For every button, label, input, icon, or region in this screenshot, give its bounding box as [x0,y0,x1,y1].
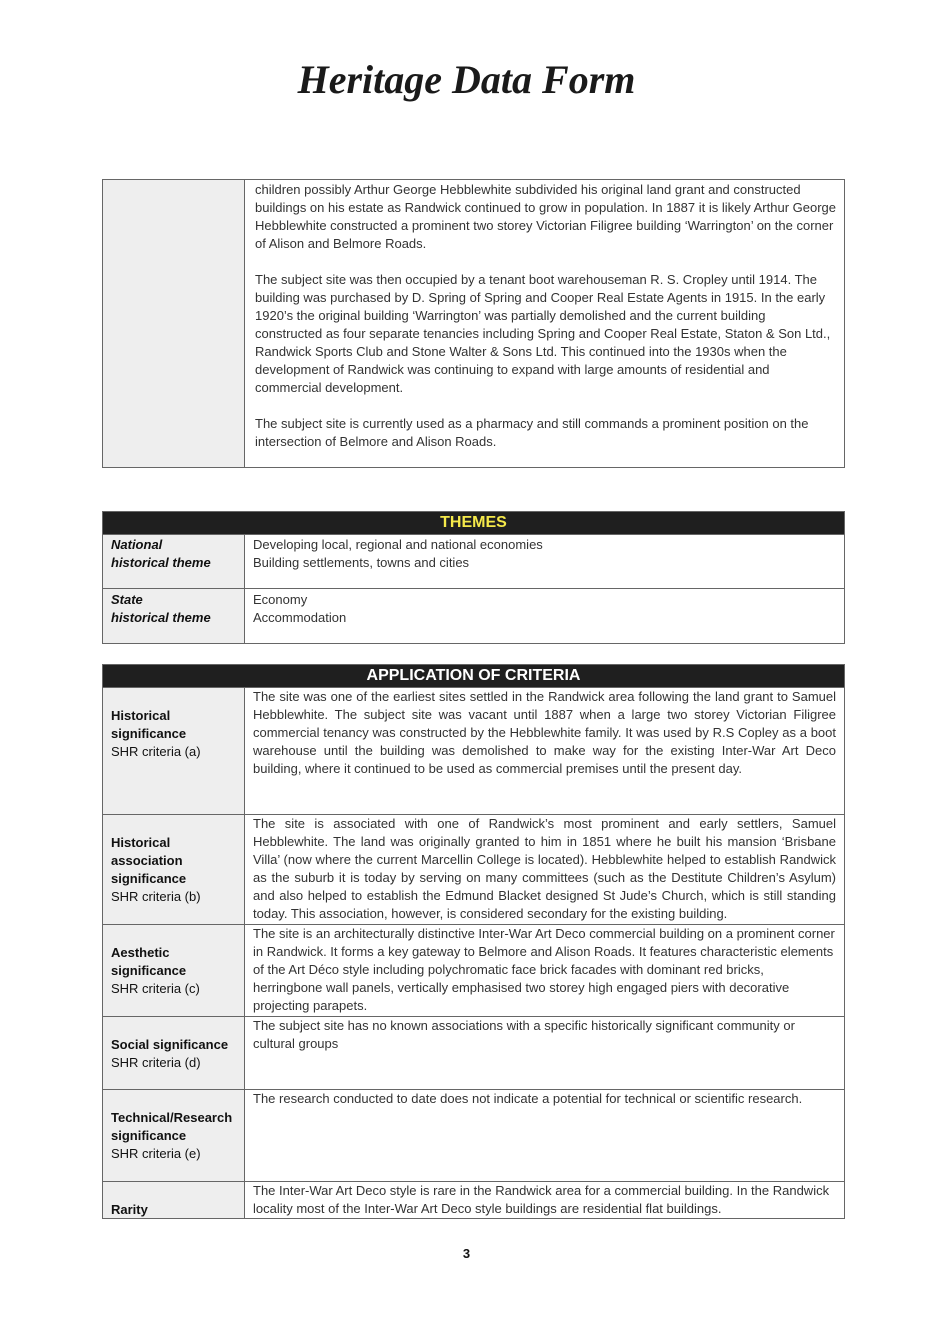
criteria-table [102,664,845,1219]
criteria-text-rarity: The Inter-War Art Deco style is rare in the Randwick area for a commercial building. In the Randwick locality most of the Inter-War Art Deco style buildings are residential flat buildings. [253,1183,830,1216]
criteria-text-social: The subject site has no known associations with a specific historically significant community or cultural groups [253,1018,795,1051]
criteria-row-aesthetic [103,924,844,1016]
history-paragraph: The subject site is currently used as a pharmacy and still commands a prominent position on the intersection of Belmore and Alison Roads. [255,416,809,449]
criteria-row-association [103,814,844,924]
page-title: Heritage Data Form [297,57,636,102]
history-text-cell [245,180,844,467]
state-theme-label: State historical theme [103,589,245,643]
history-label-cell [103,180,245,467]
criteria-label-historical: Historical significance SHR criteria (a) [103,688,245,814]
history-paragraph: The subject site was then occupied by a tenant boot warehouseman R. S. Cropley until 1914. The building was purchased by D. Spring of Spring and Cooper Real Estate Agents in 1915. In the early 1920’s the original building ‘Warrington’ was partially demolished and the current building constructed as four separate tenancies including Spring and Cooper Real Estate, Staton & Son Ltd., Randwick Sports Club and Stone Walter & Sons Ltd. This continued into the 1930s when the development of Randwick was continuing to expand with large amounts of residential and commercial development. [255,272,831,395]
criteria-label-association: Historical association significance SHR criteria (b) [103,815,245,924]
page-number: 3 [462,1246,471,1261]
national-theme-row [103,534,844,588]
history-table [102,179,845,468]
criteria-label-technical: Technical/Research significance SHR criteria (e) [103,1090,245,1181]
themes-table [102,511,845,644]
criteria-text-aesthetic: The site is an architecturally distinctive Inter-War Art Deco commercial building on a prominent corner in Randwick. It forms a key gateway to Belmore and Alison Roads. It features characteristic elements of the Art Déco style including polychromatic face brick facades with dominant red bricks, herringbone wall panels, vertically emphasised two storey high engaged piers with decorative projecting parapets. [253,926,835,1013]
state-theme-value: Economy Accommodation [253,592,347,625]
state-theme-row [103,588,844,643]
criteria-label-social: Social significance SHR criteria (d) [103,1017,245,1089]
criteria-row-rarity [103,1181,844,1218]
national-theme-label: National historical theme [103,535,245,588]
criteria-label-rarity: Rarity [103,1182,245,1218]
history-paragraph: children possibly Arthur George Hebblewhite subdivided his original land grant and constructed buildings on his estate as Randwick continued to grow in population. In 1887 it is likely Arthur George Hebblewhite constructed a prominent two storey Victorian Filigree building ‘Warrington’ on the corner of Alison and Belmore Roads. [255,182,837,251]
criteria-row-historical [103,687,844,814]
criteria-row-social [103,1016,844,1089]
criteria-label-aesthetic: Aesthetic significance SHR criteria (c) [103,925,245,1016]
criteria-row-technical [103,1089,844,1181]
themes-heading: THEMES [103,512,844,534]
criteria-text-association: The site is associated with one of Randwick’s most prominent and early settlers, Samuel Hebblewhite. The land was originally granted to him in 1851 where he built his mansion ‘Brisbane Villa’ (now where the current Marcellin College is located). Hebblewhite helped to establish Randwick as the suburb it is today by serving on many committees (such as the Destitute Children’s Asylum) and also helped to establish the Edmund Blacket designed St Jude’s Church, which is still standing today. This association, however, is considered secondary for the existing building. [253,816,836,921]
criteria-heading: APPLICATION OF CRITERIA [103,665,844,687]
criteria-text-historical: The site was one of the earliest sites settled in the Randwick area following the land grant to Samuel Hebblewhite. The subject site was vacant until 1887 when a large two storey Victorian Filigree commercial tenancy was constructed by the Hebblewhite family. It was used by R.S Copley as a boot warehouse until the building was demolished to make way for the existing Inter-War Art Deco building, where it continued to be used as commercial premises until the present day. [253,689,836,776]
national-theme-value: Developing local, regional and national economies Building settlements, towns and cities [253,537,543,570]
criteria-text-technical: The research conducted to date does not indicate a potential for technical or scientific research. [253,1091,803,1106]
